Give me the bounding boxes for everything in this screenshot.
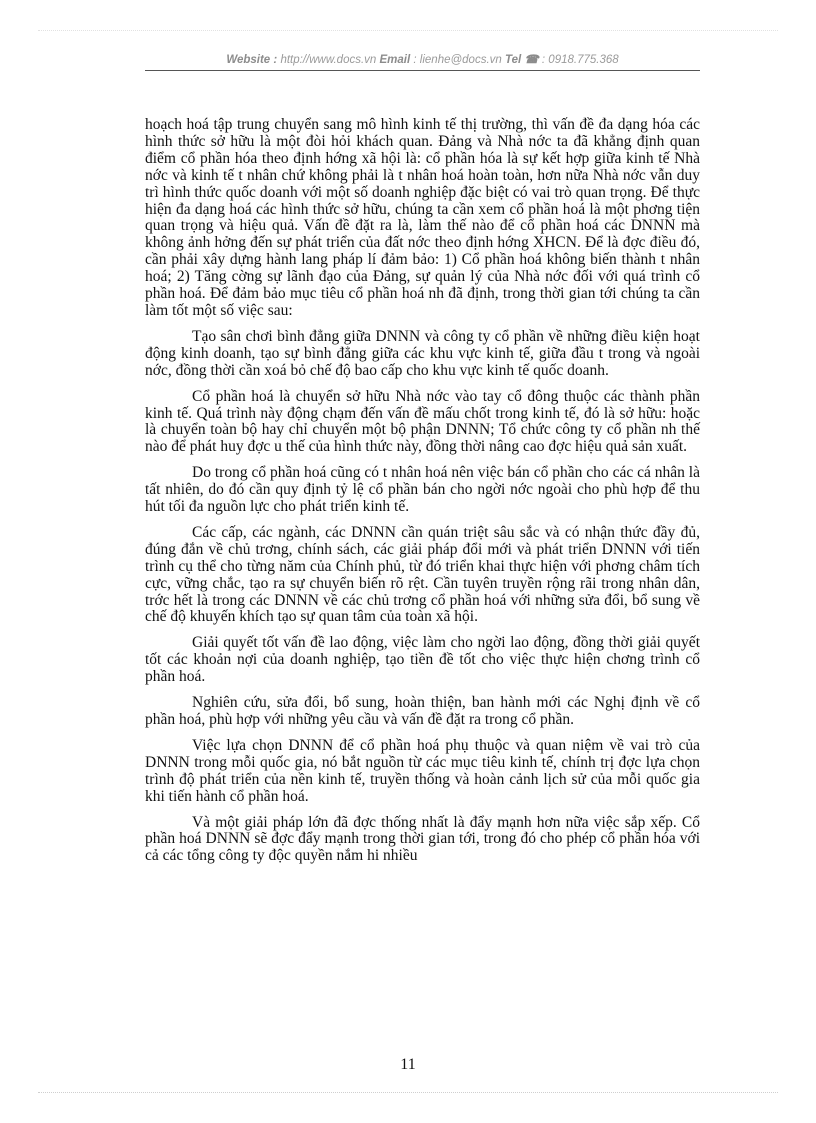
paragraph-5: Các cấp, các ngành, các DNNN cần quán triệt sâu sắc và có nhận thức đầy đủ, đúng đắn về chủ trơng, chính sách, các giải pháp đổi mới và phát triển DNNN với tiến trình cụ thể cho từng năm của Chính phủ, từ đó triển khai thực hiện với phơng châm tích cực, vững chắc, tạo ra sự chuyển biến rõ rệt. Cần tuyên truyền rộng rãi trong nhân dân, trớc hết là trong các DNNN về các chủ trơng cổ phần hoá với những sửa đổi, bổ sung về chế độ khuyến khích tạo sự quan tâm của toàn xã hội. bbox=[145, 523, 700, 626]
tel-value: : 0918.775.368 bbox=[541, 54, 619, 66]
paragraph-1: hoạch hoá tập trung chuyển sang mô hình kinh tế thị trường, thì vấn đề đa dạng hóa các hình thức sở hữu là một đòi hỏi khách quan. Đảng và Nhà nớc ta đã khẳng định quan điểm cổ phần hóa theo định hớng xã hội là: cổ phần hóa là sự kết hợp giữa kinh tế Nhà nớc và kinh tế t nhân chứ không phải là t nhân hoá hoàn toàn, hơn nữa Nhà nớc vẫn duy trì hình thức quốc doanh với một số doanh nghiệp đặc biệt có vai trò quan trọng. Để thực hiện đa dạng hoá các hình thức sở hữu, chúng ta cần xem cổ phần hoá là một phơng tiện quan trọng và hiệu quả. Vấn đề đặt ra là, làm thế nào để cổ phần hoá các DNNN mà không ảnh hởng đến sự phát triển của đất nớc theo định hớng XHCN. Để là đợc điều đó, cần phải xây dựng hành lang pháp lí đảm bảo: 1) Cổ phần hoá không biến thành t nhân hoá; 2) Tăng cờng sự lãnh đạo của Đảng, sự quản lý của Nhà nớc đối với quá trình cổ phần hoá. Để đảm bảo mục tiêu cổ phần hoá nh đã định, trong thời gian tới chúng ta cần làm tốt một số việc sau: bbox=[145, 116, 700, 319]
bottom-dotted-rule bbox=[38, 1092, 778, 1093]
tel-label: Tel ☎ bbox=[505, 54, 539, 66]
email-label: Email bbox=[379, 54, 411, 66]
paragraph-4: Do trong cổ phần hoá cũng có t nhân hoá nên việc bán cổ phần cho các cá nhân là tất nhiên, do đó cần quy định tỷ lệ cổ phần bán cho ngời nớc ngoài cho phù hợp để thu hút tối đa nguồn lực cho phát triển kinh tế. bbox=[145, 464, 700, 516]
top-dotted-rule bbox=[38, 30, 778, 31]
website-label: Website : bbox=[226, 54, 278, 66]
page-header bbox=[145, 52, 700, 66]
paragraph-8: Việc lựa chọn DNNN để cổ phần hoá phụ thuộc và quan niệm về vai trò của DNNN trong mỗi quốc gia, nó bắt nguồn từ các mục tiêu kinh tế, chính trị đợc lựa chọn trình độ phát triển của nền kinh tế, truyền thống và hoàn cảnh lịch sử của mỗi quốc gia khi tiến hành cổ phần hoá. bbox=[145, 736, 700, 805]
paragraph-7: Nghiên cứu, sửa đổi, bổ sung, hoàn thiện, ban hành mới các Nghị định về cổ phần hoá, phù hợp với những yêu cầu và vấn đề đặt ra trong cổ phần. bbox=[145, 694, 700, 728]
paragraph-3: Cổ phần hoá là chuyển sở hữu Nhà nớc vào tay cổ đông thuộc các thành phần kinh tế. Quá trình này động chạm đến vấn đề mấu chốt trong kinh tế, đó là sở hữu: hoặc là chuyển toàn bộ hay chỉ chuyển một bộ phận DNNN; Tổ chức công ty cổ phần nh thế nào để phát huy đợc u thế của hình thức này, đồng thời nâng cao đợc hiệu quả sản xuất. bbox=[145, 387, 700, 456]
website-value[interactable]: http://www.docs.vn bbox=[280, 54, 377, 66]
paragraph-6: Giải quyết tốt vấn đề lao động, việc làm cho ngời lao động, đồng thời giải quyết tốt các khoản nợi của doanh nghiệp, tạo tiền đề tốt cho việc thực hiện chơng trình cổ phần hoá. bbox=[145, 634, 700, 686]
page-number: 11 bbox=[400, 1056, 416, 1073]
paragraph-9: Và một giải pháp lớn đã đợc thống nhất là đẩy mạnh hơn nữa việc sắp xếp. Cổ phần hoá DNNN sẽ đợc đẩy mạnh trong thời gian tới, trong đó cho phép cổ phần hóa với cả các tổng công ty độc quyền nắm hi nhiều bbox=[145, 813, 700, 865]
paragraph-2: Tạo sân chơi bình đẳng giữa DNNN và công ty cổ phần về những điều kiện hoạt động kinh doanh, tạo sự bình đẳng giữa các khu vực kinh tế, giữa đầu t trong và ngoài nớc, đồng thời cần xoá bỏ chế độ bao cấp cho khu vực kinh tế quốc doanh. bbox=[145, 327, 700, 379]
email-value[interactable]: : lienhe@docs.vn bbox=[413, 54, 502, 66]
header-rule bbox=[145, 70, 700, 71]
document-body bbox=[145, 117, 700, 874]
